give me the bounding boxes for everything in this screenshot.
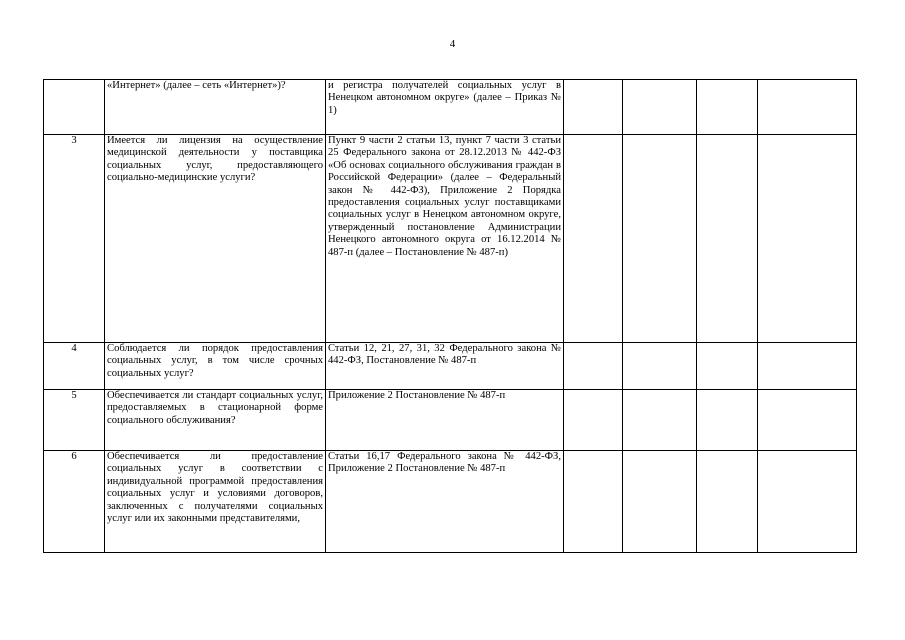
empty-cell: [697, 390, 758, 451]
row-number: 3: [44, 135, 105, 343]
row-number: 4: [44, 343, 105, 390]
table-row: [44, 451, 857, 553]
empty-cell: [758, 80, 857, 135]
empty-cell: [564, 80, 623, 135]
reference-text: Приложение 2 Постановление № 487-п: [328, 390, 506, 401]
row-number: 5: [44, 390, 105, 451]
empty-cell: [758, 343, 857, 390]
empty-cell: [758, 390, 857, 451]
reference-text: Статьи 12, 21, 27, 31, 32 Федерального закона № 442-ФЗ, Постановление № 487-п: [328, 343, 561, 367]
checklist-table: [43, 79, 857, 553]
reference-cell: [326, 135, 564, 343]
empty-cell: [564, 135, 623, 343]
question-cell: [105, 135, 326, 343]
table-row: [44, 343, 857, 390]
question-cell: [105, 343, 326, 390]
empty-cell: [697, 135, 758, 343]
empty-cell: [623, 451, 697, 553]
reference-text: Статьи 16,17 Федерального закона № 442-ФЗ, Приложение 2 Постановление № 487-п: [328, 451, 561, 475]
question-text: Соблюдается ли порядок предоставления социальных услуг, в том числе срочных социальных услуг?: [107, 343, 323, 379]
empty-cell: [564, 343, 623, 390]
reference-text: Пункт 9 части 2 статьи 13, пункт 7 части 3 статьи 25 Федерального закона от 28.12.2013 № 442-ФЗ «Об основах социального обслуживания граждан в Российской Федерации» (далее – Федеральный закон № 442-ФЗ), Приложение 2 Порядка предоставления социальных услуг поставщиками социальных услуг в Ненецком автономном округе, утвержденный постановление Администрации Ненецкого автономного округа от 16.12.2014 № 487-п (далее – Постановление № 487-п): [328, 135, 561, 258]
question-text: Имеется ли лицензия на осуществление медицинской деятельности у поставщика социальных услуг, предоставляющего социально-медицинские услуги?: [107, 135, 323, 184]
reference-cell: [326, 451, 564, 553]
question-text: «Интернет» (далее – сеть «Интернет»)?: [107, 80, 286, 91]
empty-cell: [623, 343, 697, 390]
empty-cell: [758, 451, 857, 553]
question-text: Обеспечивается ли стандарт социальных услуг, предоставляемых в стационарной форме социального обслуживания?: [107, 390, 323, 426]
question-cell: [105, 390, 326, 451]
empty-cell: [623, 80, 697, 135]
empty-cell: [697, 343, 758, 390]
empty-cell: [564, 451, 623, 553]
empty-cell: [623, 135, 697, 343]
empty-cell: [697, 80, 758, 135]
question-text: Обеспечивается ли предоставление социальных услуг в соответствии с индивидуальной программой предоставления социальных услуг и условиями договоров, заключенных с получателями социальных услуг или их законными представителями,: [107, 451, 323, 525]
reference-cell: [326, 390, 564, 451]
reference-cell: [326, 343, 564, 390]
table-row: [44, 80, 857, 135]
question-cell: [105, 451, 326, 553]
empty-cell: [564, 390, 623, 451]
row-number: 6: [44, 451, 105, 553]
question-cell: [105, 80, 326, 135]
page-number: 4: [449, 38, 456, 50]
reference-text: и регистра получателей социальных услуг в Ненецком автономном округе» (далее – Приказ № 1): [328, 80, 561, 116]
empty-cell: [697, 451, 758, 553]
row-number: [44, 80, 105, 135]
table-row: [44, 390, 857, 451]
reference-cell: [326, 80, 564, 135]
table-row: [44, 135, 857, 343]
empty-cell: [758, 135, 857, 343]
empty-cell: [623, 390, 697, 451]
